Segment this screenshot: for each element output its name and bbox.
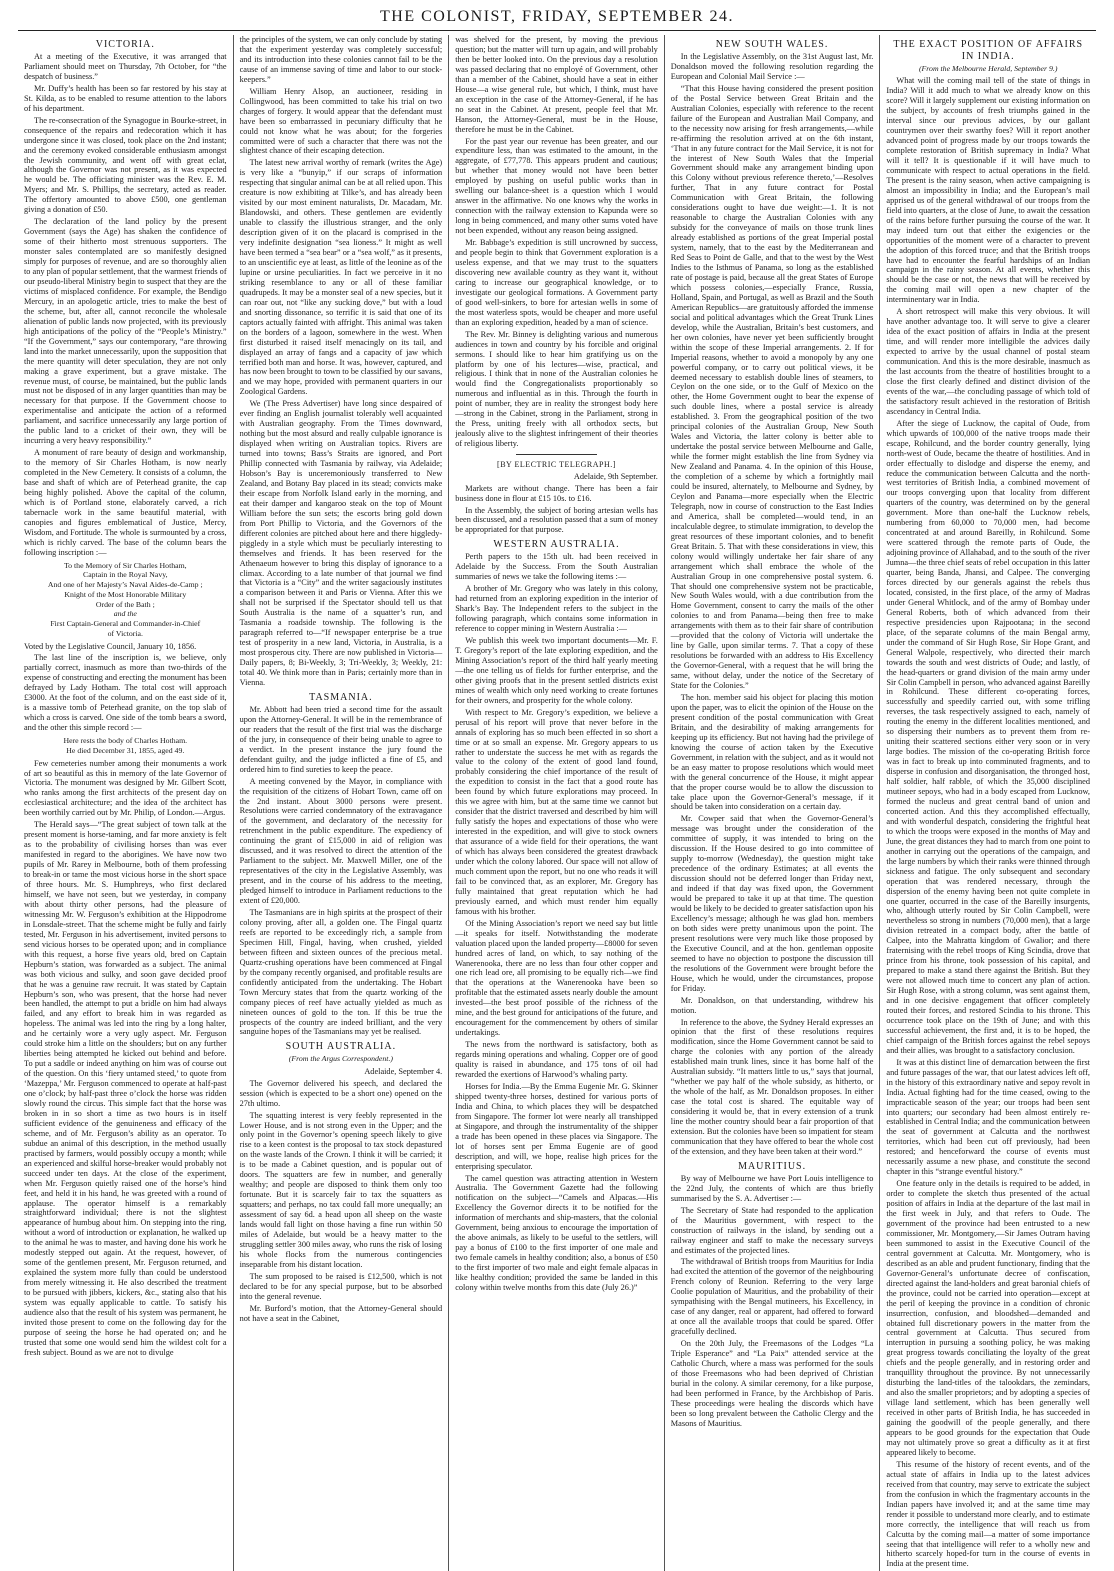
article-paragraph: A short retrospect will make this very obvious. It will have another advantage too. It will serve to give a clearer idea of the exact position of affairs in India at the present time, and will render more intelligible the advices daily expected to arrive by the usual channel of postal steam communication. And this is the more desirable, inasmuch as the last accounts from the theatre of hostilities brought to a close the first clearly defined and distinct division of the events of the war,—the concluding passage of which told of the satisfactory result achieved in the restoration of British ascendancy in Central India. [886,307,1090,416]
record-line: He died December 31, 1855, aged 49. [66,745,185,755]
article-paragraph: Of the Mining Association’s report we need say but little—it speaks for itself. Notwithstanding the moderate valuation placed upon the landed property—£8000 for seven hundred acres of land, on which, to say nothing of the Wanerenooka, there are no less than four other copper and one rich lead ore, all promising to be equally rich—we find that the operations at the Wanerenooka have been so profitable that the estimated assets nearly double the amount invested—the best proof possible of the richness of the mine, and the best ground for anticipations of the future, and encouragement for the commencement by others of similar undertakings. [455,918,658,1038]
telegraph-heading: [BY ELECTRIC TELEGRAPH.] [497,460,616,470]
column-1 [18,35,234,1571]
article-paragraph: The withdrawal of British troops from Mauritius for India had excited the attention of the governor of the neighbouring French colony of Reunion. Referring to the very large Coolie population of Mauritius, and the probability of their sympathising with the Bengal mutineers, his Excellency, in case of any danger, real or apparent, had offered to forward at once all the available troops that could be spared. Offer gracefully declined. [670,1257,874,1337]
article-paragraph: The last line of the inscription is, we believe, only partially correct, inasmuch as more than two-thirds of the expense of constructing and erecting the monument has been defrayed by Lady Hotham. The total cost will approach £3000. At the foot of the column, and on the east side of it, is a massive tomb of Peterhead granite, on the top slab of which a cross is carved. One side of the tomb bears a sword, and the other this simple record :— [24,653,227,733]
article-paragraph: The latest new arrival worthy of remark (writes the Age) is very like a “bunyip,” if our scraps of information respecting that singular animal can be at all relied upon. This creature is now exhibiting at Tilke’s, and has already been visited by our most eminent naturalists, Dr. Macadam, Mr. Blandowski, and others. These gentlemen are evidently unable to classify the illustrious stranger, and the only description given of it on the placard is comprised in the very indefinite designation “sea lioness.” It might as well have been termed a “sea bear” or a “sea wolf,” as it presents, to an unscientific eye at least, as little of the leonine as of the lupine or ursine peculiarities. In fact we perceive in it no striking resemblance to any or all of these familiar quadrupeds. It may be a monster seal of a new species, but it can roar out, not “like any sucking dove,” but with a loud and snorting dissonance, so terrific it is said that one of its captors actually fainted with affright. This animal was taken on the borders of a lagoon, somewhere in the west. When first disturbed it raised itself menacingly on its tail, and displayed an array of fangs and a capacity of jaw which terrified both man and horse. It was, however, captured, and has now been brought to town to be classified by our savans, and we may hope, provided with permanent quarters in our Zoological Gardens. [239,158,443,397]
article-paragraph: The Rev. Mr. Binney is delighting various and numerous audiences in town and country by his forcible and original sermons. I should like to hear him gratifying us on the platform by one of his lectures—wise, practical, and religious. I think that in none of the Australian colonies he would find the Congregationalists proportionably so numerous and influential as in this. Through the fourth in point of number, they are in reality the strongest body here—strong in the Cabinet, strong in the Parliament, strong in the Press, uniting freely with all orthodox sects, but jealously alive to the slightest infringement of their theories of religious liberty. [455,329,658,449]
dateline: Adelaide, September 4. [364,1066,443,1076]
article-paragraph: On the 20th July, the Freemasons of the Lodges “La Triple Esperance” and “La Paix” attended service at the Catholic Church, where a mass was performed for the souls of those Freemasons who had been deprived of Christian burial in the colony. A similar ceremony, for a like purpose, had been performed in France, by the Archbishop of Paris. These proceedings were healing the discords which have been so long prevalent between the Catholic Clergy and the Masons of Mauritius. [670,1339,874,1428]
heading-tasmania: TASMANIA. [309,691,373,703]
article-paragraph: Horses for India.—By the Emma Eugenie Mr. G. Skinner shipped twenty-three horses, destined for various ports of India and China, to which places they will be despatched from Singapore. The former lot were nearly all transhipped at Singapore, and through the instrumentality of the shipper a trade has been opened in these places via Singapore. The lot of horses sent per Emma Eugenie are of good description, and will, we hope, realise high prices for the enterprising speculator. [455,1081,658,1171]
article-paragraph: Voted by the Legislative Council, January 10, 1856. [24,641,197,651]
article-paragraph: Mr. Donaldson, on that understanding, withdrew his motion. [670,995,874,1015]
inscription-line: Order of the Bath ; [95,599,155,609]
article-paragraph: Mr. Babbage’s expedition is still uncrowned by success, and people begin to think that Government exploration is a useless expense, and that we may trust to the squatters discovering new available country as they want it, without caring to increase our geographical knowledge, or to investigate our geological formations. A Government party of good well-sinkers, to bore for artesian wells in some of the most waterless spots, would be cheaper and more useful than an exploring expedition, headed by a man of science. [455,238,658,327]
article-paragraph: This resume of the history of recent events, and of the actual state of affairs in India up to the latest advices received from that country, may serve to extricate the subject from the confusion in which the fragmentary accounts in the Indian papers have involved it; and at the same time may render it possible to understand more clearly, and to estimate more correctly, the intelligence that will reach us from Calcutta by the coming mail—a matter of some importance seeing that that intelligence will refer to a wholly new and hitherto scarcely hoped-for turn in the course of events in India at the present time. [886,1459,1090,1569]
heading-western-australia: WESTERN AUSTRALIA. [493,539,620,551]
heading-india: THE EXACT POSITION OF AFFAIRS IN INDIA. [893,39,1084,62]
inscription-line: Knight of the Most Honorable Military [64,589,187,599]
article-paragraph: We publish this week two important documents—Mr. F. T. Gregory’s report of the late exploring expedition, and the Mining Association’s report of the third half yearly meeting—the one telling us of fields for further enterprise, and the other giving proofs that in the present settled districts exist mines of wealth which only need working to create fortunes for their owners, and prosperity for the whole colony. [455,636,658,705]
dateline: Adelaide, 9th September. [573,471,658,481]
source-note: (From the Melbourne Herald, September 9.) [918,64,1058,73]
article-paragraph: A meeting convened by the Mayor, in compliance with the requisition of the citizens of Hobart Town, came off on the 2nd instant. About 3000 persons were present. Resolutions were carried condemnatory of the extravagance of the government, and declaratory of the necessity for retrenchment in the public expenditure. The expediency of continuing the grant of £15,000 in aid of religion was discussed, and it was resolved to direct the attention of the Parliament to the subject. Mr. Maxwell Miller, one of the representatives of the city in the Legislative Assembly, was present, and in the course of his address to the meeting, pledged himself to introduce in Parliament reductions to the extent of £20,000. [239,776,443,906]
inscription-line: To the Memory of Sir Charles Hotham, [63,560,187,570]
column-4 [665,35,881,1571]
article-paragraph: After the siege of Lucknow, the capital of Oude, from which upwards of 100,000 of the native troops made their escape, Rohilcund, and the border country generally, lying north-west of Oude, became the theatre of hostilities. And in order effectually to dislodge and disperse the enemy, and reduce the communication between Calcutta and the north-west territories of British India, a combined movement of our troops converging upon that locality from different quarters of the country, was determined on by the general government. More than one-half the Lucknow rebels, numbering from 60,000 to 70,000 men, had become concentrated at and around Bareilly, in Rohilcund. Some were scattered through the remote parts of Oude, the adjoining province of Allahabad, and to the south of the river Jumna—the three chief seats of rebel occupation in this latter quarter, being Banda, Jhansi, and Calpee. The converging forces directed by our generals against the rebels thus located, consisted, in the first place, of the army of Madras under General Whitlock, and of the army of Bombay under General Roberts, both of which advanced from their respective presidencies upon Rajpootana; in the second place, of the separate columns of the main Bengal army, under the command of Sir Hugh Rose, Sir Hope Grant, and General Walpole, respectively, who directed their march towards the south and west districts of Oude; and lastly, of the head-quarters or grand division of the main army under Sir Colin Campbell in person, who advanced against Bareilly in Rohilcund. These different co-operating forces, successfully and speedily carried out, with some trifling reverses, the task respectively assigned to each, namely of routing the enemy in the different localities mentioned, and so dispersing their numbers as to prevent them from re-uniting their scattered sections either very soon or in very large bodies. The mission of the co-operating British force was in fact to break up into comminuted fragments, and to disperse in confusion and disorganisation, the thronged host, half soldier, half rabble, of which the 35,000 disciplined mutineer sepoys, who had in a body escaped from Lucknow, formed the nucleus and great central band of union and concerted action. And this they accomplished effectually, and with wonderful despatch, considering the frightful heat to which the troops were exposed in the months of May and June, the great distances they had to march from one point to another in carrying out the operations of the campaign, and the large numbers by which their ranks were thinned through sickness and fatigue. The only subsequent and secondary operation that was rendered necessary, through the dispersion of the enemy having been not quite complete in one quarter, occurred in the case of the Bareilly insurgents, who, although utterly routed by Sir Colin Campbell, were nevertheless so strong in numbers (70,000 men), that a large division retreated in a compact body, after the battle of Calpee, into the Mahratta kingdom of Gwalior; and there fraternising with the rebel troops of King Scindia, drove that prince from his throne, took possession of his capital, and prepared to make a stand there against the British. But they were not allowed much time to concert any plan of action. Sir Hugh Rose, with a strong column, was sent against them, and in one decisive engagement that officer completely routed their forces, and restored Scindia to his throne. This occurrence took place on the 19th of June; and with this successful achievement, the first and, it is to be hoped, the chief campaign of the British forces against the rebel sepoys and their allies, was brought to a satisfactory conclusion. [886,418,1090,1055]
article-paragraph: Mr. Cowper said that when the Governor-General’s message was brought under the consideration of the committee of supply, it was intended to bring on the discussion. If the House desired to go into committee of supply to-morrow (Wednesday), the question might take precedence of the ordinary Estimates; at all events the discussion should not be deferred longer than Friday next, and indeed if that day was fixed upon, the Government would be prepared to take it up at that time. The question would be likely to be decided to greater satisfaction upon his Excellency’s message; although he was glad hon. members on both sides were pretty unanimous upon the point. The present resolutions were very much like those proposed by the Executive Council, and at the hon. gentleman opposite seemed to have no objection to postpone the discussion till the resolutions of the Government were brought before the House, which he would, under the circumstances, propose for Friday. [670,814,874,993]
article-paragraph: Mr. Duffy’s health has been so far restored by his stay at St. Kilda, as to be enabled to resume attention to the labors of his department. [24,83,227,113]
column-2 [234,35,450,1571]
article-paragraph: The Secretary of State had responded to the application of the Mauritius government, with respect to the construction of railways in the island, by sending out a railway engineer and staff to make the necessary surveys and estimates of the projected lines. [670,1205,874,1255]
article-paragraph: The re-consecration of the Synagogue in Bourke-street, in consequence of the repairs and redecoration which it has undergone since it was closed, took place on the 2nd instant; and the ceremony evoked considerable enthusiasm amongst the Jewish community, and went off with great eclat, although the Governor was not present, as it was expected he would be. The officiating minister was the Rev. E. M. Myers; and Mr. S. Phillips, the secretary, acted as reader. The offertory amounted to above £500, one gentleman giving a donation of £50. [24,115,227,215]
heading-south-australia: SOUTH AUSTRALIA. [285,1041,397,1053]
article-paragraph: Perth papers to the 15th ult. had been received in Adelaide by the Success. From the South Australian summaries of news we take the following items :— [455,552,658,582]
inscription-line: First Captain-General and Commander-in-Chief [50,619,201,629]
article-paragraph: William Henry Alsop, an auctioneer, residing in Collingwood, has been committed to take his trial on two charges of forgery. It would appear that the defendant must have been so embarrassed in pecuniary difficulty that he could not know what he was about; for the forgeries committed were of such a character that there was not the slightest chance of their escaping detection. [239,86,443,156]
article-paragraph: the principles of the system, we can only conclude by stating that the experiment yesterday was completely successful; and its introduction into these colonies cannot fail to be the cause of an immense saving of time and labor to our stock-keepers.” [239,35,443,84]
article-paragraph: The Herald says—“The great subject of town talk at the present moment is horse-taming, and far more anxiety is felt as to the probability of civilising horses than was ever manifested in regard to the aborigines. We have now two pupils of Mr. Rarey in Melbourne, both of them professing to break-in or tame the most vicious horse in the short space of three hours. Mr. S. Humphreys, who first declared himself, we have not seen, but we yesterday, in company with about thirty other persons, had the pleasure of witnessing Mr. W. Ferguson’s exhibition at the Hippodrome in Lonsdale-street. That the scheme might be fully and fairly tested, Mr. Ferguson in his advertisement, invited persons to send vicious horses to be operated upon; and in compliance with this request, a horse five years old, bred on Captain Hepburn’s station, was forwarded as a subject. The animal was both vicious and sulky, and soon gave decided proof that he was a genuine raw recruit. It was stated by Captain Hepburn’s son, who was present, that the horse had never been handled, the attempt to put a bridle on him had always failed, and any effort to break him in was regarded as hopeless. The animal was led into the ring by a long halter, and he certainly wore a very ugly aspect. Mr. Ferguson could stroke him a little on the shoulders; but on any further liberties being attempted he kicked out behind and before. To put a saddle or indeed anything on him was of course out of the question. On this ‘fiery untamed steed,’ to quote from ‘Mazeppa,’ Mr. Ferguson commenced to operate at half-past one o’clock; by half-past three o’clock the horse was ridden slowly round the circus. This simple fact that the horse was broken in in so short a time as two hours is in itself sufficient evidence of the genuineness and efficacy of the scheme, and of Mr. Ferguson’s ability as an operator. To subdue an animal of this description, in the method usually practised by farmers, would possibly occupy a month; while an experienced and skilful horse-breaker would probably not succeed under ten days. At the close of the experiment, when Mr. Ferguson quietly raised one of the horse’s hind feet, and held it in his hand, he was greeted with a round of applause. The operator himself is a remarkably straightforward individual; there is not the slightest appearance of humbug about him. On stepping into the ring, without a word of introduction or explanation, he walked up to the animal he was to master, and having done his work he modestly stepped out again. At the request, however, of some of the gentlemen present, Mr. Ferguson returned, and explained the system more fully than could be understood from merely witnessing it. He also described the treatment to be pursued with jibbers, kickers, &c., stating also that his system was equally applicable to cattle. To satisfy his audience also that the result of his system was permanent, he invited those present to come on the following day for the purpose of seeing the horse he had operated on; and he trusted that some one would send him the wildest colt for a fresh subject. Bound as we are not to divulge [24,820,227,1357]
article-paragraph: It was at this distinct line of demarcation between the first and future passages of the war, that our latest advices left off, in the history of this extraordinary native and sepoy revolt in India. Actual fighting had for the time ceased, owing to the impracticable season of the year; our troops had been sent into quarters; our secondary had been almost entirely re-established in Central India; and the communication between the seat of government at Calcutta and the northwest territories, which had been cut off previously, had been restored; and henceforward the course of events must necessarily assume a new phase, and constitute the second chapter in this “strange eventful history.” [886,1057,1090,1177]
columns [18,35,1096,1569]
tomb-record [24,736,227,755]
article-paragraph: At a meeting of the Executive, it was arranged that Parliament should meet on Thursday, 7th October, for “the despatch of business.” [24,52,227,81]
article-paragraph: Mr. Burford’s motion, that the Attorney-General should not have a seat in the Cabinet, [239,1303,443,1323]
monument-inscription [24,561,227,639]
article-paragraph: In the Legislative Assembly, on the 31st August last, Mr. Donaldson moved the following resolution regarding the European and Colonial Mail Service :— [670,52,874,81]
article-paragraph: Few cemeteries number among their monuments a work of art so beautiful as this in memory of the late Governor of Victoria. The monument was designed by Mr. Gilbert Scott, who ranks among the first architects of the present day on ecclesiastical architecture; and the idea of the architect has been worthily carried out by Mr. Philip, of London.—Argus. [24,758,227,818]
article-paragraph: The hon. member said his object for placing this motion upon the paper, was to elicit the opinion of the House on the present condition of the postal communication with Great Britain, and the desirability of making arrangements for keeping up its efficiency. But not having had the privilege of knowing the course of action taken by the Executive Government, in relation with the subject, and as it would not be an easy matter to propose resolutions which would meet with the general concurrence of the House, it might appear that the proper course would be to allow the discussion to take place upon the Governor-General’s message, if it should be taken into consideration on a certain day. [670,693,874,812]
heading-new-south-wales: NEW SOUTH WALES. [715,39,829,50]
article-paragraph: was shelved for the present, by moving the previous question; but the matter will turn up again, and will probably then be better looked into. On the previous day a resolution was passed declaring that no employé of Government, other than a member of the Cabinet, should have a seat in either House—a wise general rule, but which, I think, must have an exception in the case of the Attorney-General, if he has no seat in the Cabinet. At present, people feel that Mr. Hanson, the Attorney-General, must be in the House, therefore he must be in the Cabinet. [455,35,658,134]
article-paragraph: For the past year our revenue has been greater, and our expenditure less, than was estimated to the amount, in the aggregate, of £77,778. This appears prudent and cautious; but whether that money would not have been better employed by pushing on useful public works than in swelling our balance-sheet is a question which I would answer in the affirmative. No one knows why the works in connection with the railway extension to Kapunda were so long in being commenced, and many other sums voted have not been expended, without any reason being assigned. [455,136,658,236]
divider-rule [516,454,597,455]
article-paragraph: In the Assembly, the subject of boring artesian wells has been discussed, and a resolution passed that a sum of money be appropriated for that purpose. [455,505,658,535]
inscription-line: Captain in the Royal Navy, [83,570,168,580]
article-paragraph: A brother of Mr. Gregory who was lately in this colony, had returned from an exploring expedition in the interior of Shark’s Bay. The Independent refers to the subject in the following paragraph, which contains some information in reference to copper mining in Western Australia :— [455,584,658,634]
article-paragraph: “That this House having considered the present position of the Postal Service between Great Britain and the Australian Colonies, especially with reference to the recent failure of the European and Australian Mail Company, and to the necessity now arising for fresh arrangements,—while re-affirming the resolution arrived at on the 6th instant, ‘That in any future contract for the Mail Service, it is not for the interest of New South Wales that the Imperial Government should make any arrangement binding upon this Colony without previous reference thereto,’—Resolves further, That in any future contract for Postal Communication with Great Britain, the following considerations ought to have due weight:—1. It is not reasonable to charge the Australian Colonies with any subsidy for the conveyance of mails on those trunk lines already established as portions of the great Imperial postal system, namely, that to the east by the Mediterranean and Red Seas to Point de Galle, and that to the west by the West Indies to the Isthmus of Panama, so long as the established rate of postage is paid, because all the great States of Europe which possess colonies,—especially France, Russia, Holland, Spain, and Portugal, as well as Brazil and the South American Republics—are gratuitously afforded the immense social and political advantages which the Great Trunk Lines develop, while the Australian, Britain’s best customers, and her own colonies, have never yet been sufficiently brought within the scope of these Imperial arrangements. 2. If for Imperial reasons, whether to avoid a monopoly by any one powerful company, or to carry out political views, it be deemed necessary to establish double lines of steamers, to Ceylon on the one side, or to the Gulf of Mexico on the other, the Home Government ought to bear the expense of such double lines, where a postal service is already established. 3. From the geographical position of the two principal colonies of the Australian Group, New South Wales and Victoria, the latter colony is better able to undertake the postal service between Melbourne and Galle, while the former might establish the line from Sydney via New Zealand and Panama. 4. In the opinion of this House, the completion of a scheme by which a fortnightly mail could be insured, alternately, to Melbourne and Sydney, by Ceylon and Panama—more especially when the Electric Telegraph, now in course of construction to the East Indies and America, shall be completed—would tend, in an incalculable degree, to stimulate immigration, to develop the great resources of these important colonies, and to benefit Great Britain. 5. That with these considerations in view, this colony would willingly undertake her fair share of any arrangement which shall embrace the whole of the Australian Group in one comprehensive postal system. 6. That should one comprehensive system not be practicable, New South Wales would, with a due contribution from the Home Government, consent to carry the mails of the other colonies to and from Panama—being then free to make arrangements with them as to their fair share of contribution—provided that the colony of Victoria will undertake the line by Galle, upon similar terms. 7. That a copy of these resolutions be forwarded with an address to His Excellency the Governor-General, with a request that he will bring the same, without delay, under the notice of the Secretary of State for the Colonies.” [670,83,874,691]
article-paragraph: With respect to Mr. Gregory’s expedition, we believe a perusal of his report will prove that never before in the annals of exploring has so much been effected in so short a time or at so small an expense. Mr. Gregory appears to us rather to understate the success he met with as regards the value to the colony of the extent of good land found, probably considering the chief importance of the result of the expedition to consist in the fact that a good route has been found by which future explorations may proceed. In this we agree with him, but at the same time we cannot but consider that the district traversed and described by him will fully satisfy the hopes and expectations of those who were interested in the expedition, and will give to stock owners that assurance of a wide field for their operations, the want of which has always been considered the greatest drawback under which the colony labored. Our space will not allow of much comment upon the report, but no one who reads it will fail to be convinced that, as an explorer, Mr. Gregory has fully maintained that great reputation which he had previously earned, and which must render him equally famous with his brother. [455,707,658,916]
article-paragraph: The camel question was attracting attention in Western Australia. The Government Gazette had the following notification on the subject—“Camels and Alpacas.—His Excellency the Governor directs it to be notified for the information of merchants and ship-masters, that the colonial Government, being anxious to encourage the importation of the above animals, as likely to be useful to the settlers, will pay a bonus of £100 to the first importer of one male and two female camels in healthy condition; also, a bonus of £50 to the first importer of two male and eight female alpacas in like healthy condition; provided the same be landed in this colony within twelve months from this date (July 26.)” [455,1173,658,1293]
article-paragraph: The declaration of the land policy by the present Government (says the Age) has shaken the confidence of some of their hitherto most strenuous supporters. The monster sales contemplated are so manifestly designed simply for purposes of revenue, and are so thoroughly alien to any plan of popular settlement, that the warmest friends of our pseudo-liberal Ministry begin to suspect that they are the victims of misplaced confidence. For example, the Bendigo Mercury, in an apologetic article, tries to make the best of the scheme, but, after all, cannot reconcile the wholesale alienation of public lands now projected, with its previously high anticipations of the policy of the “People’s Ministry.” “If the Government,” says our contemporary, “are throwing land into the market unnecessarily, upon the supposition that the mere quantity will deter speculation, they are not only making a grave experiment, but a grave mistake. The revenue must, of course, be maintained, but the public lands must not be disposed of in any larger quantities than may be necessary for that purpose. If the Government choose to experimentalise and anticipate the action of a reformed parliament, and sacrifice unnecessarily any large portion of the public land to a cricket of their own, they will be incurring a very heavy responsibility.” [24,217,227,446]
inscription-line: And one of her Majesty’s Naval Aides-de-Camp ; [47,580,203,590]
inscription-line: of Victoria. [107,628,143,638]
article-paragraph: By way of Melbourne we have Port Louis intelligence to the 22nd July, the contents of which are thus briefly summarised by the S. A. Advertiser :— [670,1173,874,1203]
heading-mauritius: MAURITIUS. [738,1160,807,1172]
article-paragraph: One feature only in the details is required to be added, in order to complete the sketch thus presented of the actual position of affairs in India at the departure of the last mail in the first week in July, and that refers to Oude. The government of the province had been entrusted to a new commissioner, Mr. Montgomery,—Sir James Outram having been summoned to assist in the Executive Council of the central government at Calcutta. Mr. Montgomery, who is described as an able and prudent functionary, finding that the Governor-General’s unfortunate decree of confiscation, directed against the land-holders and great baronial chiefs of the province, could not be carried into operation—except at the peril of keeping the province in a condition of chronic insurrection, confusion, and bloodshed—demanded and obtained full discretionary powers in the matter from the central government at Calcutta. Thus secured from interruption in pursuing a soothing policy, he was making great progress towards conciliating the loyalty of the great chiefs and the people generally, and in restoring order and tranquillity throughout the province. By not unnecessarily disturbing the land-titles of the talookdars, the zemindars, and also the smaller proprietors; and by adopting a species of village land settlement, which has been generally well received in other parts of British India, he has succeeded in gaining the goodwill of the people generally, and there appears to be good grounds for the expectation that Oude may not ultimately prove so great a difficulty as it at first appeared likely to become. [886,1179,1090,1457]
article-paragraph: The news from the northward is satisfactory, both as regards mining operations and whaling. Copper ore of good quality is raised in abundance, and 175 tons of oil had rewarded the exertions of Harwood’s whaling party. [455,1040,658,1079]
article-paragraph: We (The Press Advertiser) have long since despaired of ever finding an English journalist tolerably well acquainted with Australian geography. From the Times downward, nothing but the most absurd and really culpable ignorance is displayed when writing on Australian topics. Rivers are turned into towns; Bass’s Straits are ignored, and Port Phillip connected with Tasmania by railway, via Adelaide; Hobson’s Bay is unceremoniously transferred to New Zealand, and Botany Bay placed in its stead; convicts make their escape from Norfolk Island early in the morning, and eat their damper and kangaroo steak on the top of Mount William before the sun sets; the escorts bring gold down from Port Phillip to Victoria, and the Governors of the different colonies are pitched about here and there higgledy-piggledy in a style which must be peculiarly interesting to themselves and friends. It has been reserved for the Athenaeum however to bring this display of ignorance to a climax. According to a late number of that journal we find that Victoria is a “City” and the writer sagaciously institutes a comparison between it and Paris or Vienna. After this we shall not be surprised if the Spectator should tell us that South Australia is the name of a squatter’s run, and Tasmania a roadside township. The following is the paragraph referred to—“If newspaper enterprise be a true test of prosperity in a new land, Victoria, in Australia, is a most prosperous city. There are now published in Victoria—Daily papers, 8; Bi-Weekly, 3; Tri-Weekly, 3; Weekly, 21: total 40. We think more than in Paris; certainly more than in Vienna. [239,399,443,687]
article-paragraph: Mr. Abbott had been tried a second time for the assault upon the Attorney-General. It will be in the remembrance of our readers that the result of the first trial was the discharge of the jury, in consequence of their being unable to agree to a verdict. In the present instance the jury found the defendant guilty, and the judge inflicted a fine of £5, and ordered him to find sureties to keep the peace. [239,704,443,774]
article-paragraph: The squatting interest is very feebly represented in the Lower House, and is not strong even in the Upper; and the only point in the Governor’s opening speech likely to give rise to a keen contest is the proposal to tax stock depastured on the waste lands of the Crown. I think it will be carried; it is to be made a Cabinet question, and is popular out of doors. The squatters are few in number, and generally wealthy; and people are disposed to think them only too fortunate. But it is scarcely fair to tax the squatters as squatters; and perhaps, no tax could fall more unequally; an assessment of say 6d. a head upon all sheep on the waste lands would fall light on those having a fine run within 50 miles of Adelaide, but would be a heavy matter to the struggling settler 300 miles away, who runs the risk of losing his whole flocks from the numerous contingencies inseparable from his distant location. [239,1110,443,1269]
article-paragraph: The Governor delivered his speech, and declared the session (which is expected to be a short one) opened on the 27th ultimo. [239,1078,443,1108]
masthead: THE COLONIST, FRIDAY, SEPTEMBER 24. [18,8,1096,31]
record-line: Here rests the body of Charles Hotham. [63,736,188,746]
inscription-line: and the [113,609,137,619]
article-paragraph: The sum proposed to be raised is £12,500, which is not declared to be for any special purpose, but to be absorbed into the general revenue. [239,1271,443,1301]
source-note: (From the Argus Correspondent.) [288,1054,394,1064]
heading-victoria: VICTORIA. [95,39,155,50]
article-paragraph: The Tasmanians are in high spirits at the prospect of their colony proving, after all, a golden one. The Fingal quartz reefs are reported to be exceedingly rich, a sample from Specimen Hill, Fingal, having, when crushed, yielded between fifteen and sixteen ounces of the precious metal. Quartz-crushing operations have been commenced at Fingal by the company recently organised, and profitable results are confidently anticipated from the undertaking. The Hobart Town Mercury states that from the quartz working of the company pieces of reef have actually yielded as much as nineteen ounces of gold to the ton. If this be true the prospects of the country are indeed brilliant, and the very sanguine hopes of the Tasmanians may yet be realised. [239,908,443,1037]
article-paragraph: What will the coming mail tell of the state of things in India? Will it add much to what we already know on this score? Will it largely supplement our existing information on the subject, by accounts of fresh triumphs gained in the interval since our previous advices, by our gallant countrymen over their swarthy foes? Will it report another advanced point of progress made by our troops towards the complete restoration of British supremacy in India? What will it tell? It is questionable if it will have much to communicate with respect to actual operations in the field. The present is the rainy season, when active campaigning is almost an impossibility in India; and the European’s mail apprised us of the general withdrawal of our troops from the field into quarters, at the close of June, to await the cessation of the rains before further pursuing the course of the war. It may indeed turn out that either the exigencies or the opportunities of the moment were of a character to prevent the adoption of this forced truce; and that the British troops have had to encounter the fearful hardships of an Indian campaign in the rainy season. At all events, whether this should be the case or not, the news that will be received by the coming mail will open a new chapter of the interminentary war in India. [886,76,1090,305]
column-3 [449,35,665,1571]
column-5 [880,35,1096,1571]
article-paragraph: In reference to the above, the Sydney Herald expresses an opinion that the first of these resolutions requires modification, since the Home Government cannot be said to charge the colonies with any portion of the already established main trunk lines, since it has borne half of the Australian subsidy. “It matters little to us,” says that journal, “whether we pay half of the whole subsidy, as hitherto, or the whole of the half, as Mr. Donaldson proposes. In either case the total cost is shared. The equitable way of considering it would be, that in every extension of a trunk line the mother country should bear a fair proportion of that extension. But the colonies have been so impatient for steam communication that they have offered to bear the whole cost of the extension, and they have been taken at their word.” [670,1017,874,1156]
article-paragraph: A monument of rare beauty of design and workmanship, to the memory of Sir Charles Hotham, is now nearly completed in the New Cemetery. It consists of a column, the base and shaft of which are of Peterhead granite, the cap being highly polished. Above the capital of the column, which is of Portland stone, elaborately carved, a rich tabernacle work in the same beautiful material, with canopies and figures emblematical of Justice, Mercy, Wisdom, and Fortitude. The whole is surmounted by a cross, which is richly carved. The base of the column bears the following inscription :— [24,448,227,557]
article-paragraph: Markets are without change. There has been a fair business done in flour at £15 10s. to £16. [455,483,658,503]
